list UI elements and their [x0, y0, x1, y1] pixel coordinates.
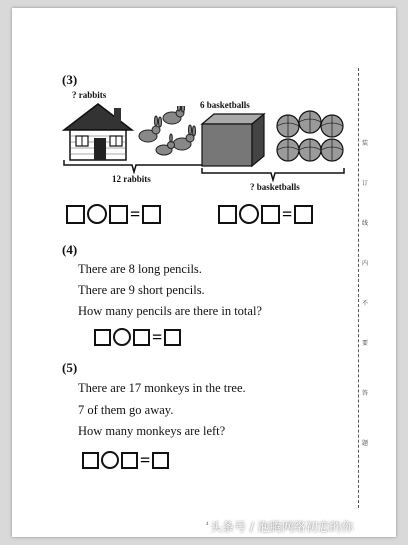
margin-char: 装 — [362, 141, 369, 147]
problem-5-line-1: There are 17 monkeys in the tree. — [78, 381, 246, 395]
answer-box[interactable] — [142, 205, 161, 224]
answer-box[interactable] — [133, 329, 150, 346]
rabbits-icon — [134, 106, 202, 158]
operator-circle[interactable] — [87, 204, 107, 224]
answer-box[interactable] — [218, 205, 237, 224]
margin-char: 内 — [362, 261, 369, 267]
section-5-number: (5) — [62, 360, 78, 375]
answer-box[interactable] — [294, 205, 313, 224]
equation-pencils — [94, 328, 181, 346]
section-4-number: (4) — [62, 242, 78, 257]
basketballs-icon — [274, 108, 350, 168]
page-number: 4 — [206, 522, 209, 527]
margin-char: 线 — [362, 221, 369, 227]
answer-box[interactable] — [94, 329, 111, 346]
problem-4-line-2: There are 9 short pencils. — [78, 283, 205, 297]
answer-box[interactable] — [152, 452, 169, 469]
margin-char: 订 — [362, 181, 369, 187]
total-rabbits-label: 12 rabbits — [112, 174, 151, 184]
problem-5-line-2: 7 of them go away. — [78, 403, 174, 417]
margin-char: 题 — [362, 441, 369, 447]
problem-4-line-1: There are 8 long pencils. — [78, 262, 202, 276]
equation-rabbits — [66, 204, 161, 224]
equation-basketballs — [218, 204, 313, 224]
basketballs-brace — [200, 168, 346, 182]
operator-circle[interactable] — [113, 328, 131, 346]
equals-sign: = — [130, 203, 141, 224]
worksheet-page — [12, 8, 396, 537]
answer-box[interactable] — [164, 329, 181, 346]
answer-box[interactable] — [121, 452, 138, 469]
equals-sign: = — [140, 449, 151, 470]
section-3-number: (3) — [62, 72, 78, 87]
binding-line — [358, 68, 359, 508]
operator-circle[interactable] — [101, 451, 119, 469]
answer-box[interactable] — [109, 205, 128, 224]
equation-monkeys — [82, 451, 169, 469]
known-basketballs-label: 6 basketballs — [200, 100, 250, 110]
margin-char: 不 — [362, 301, 369, 307]
answer-box[interactable] — [261, 205, 280, 224]
problem-5-line-3: How many monkeys are left? — [78, 424, 226, 438]
box-icon — [200, 112, 268, 168]
total-basketballs-label: ? basketballs — [250, 182, 300, 192]
unknown-rabbits-label: ? rabbits — [72, 90, 107, 100]
watermark: 头条号 / 泡腾网络初恋的你 — [210, 520, 354, 534]
equals-sign: = — [152, 326, 163, 347]
operator-circle[interactable] — [239, 204, 259, 224]
problem-4-line-3: How many pencils are there in total? — [78, 304, 262, 318]
margin-char: 答 — [362, 391, 369, 397]
margin-char: 要 — [362, 341, 369, 347]
house-icon — [58, 100, 138, 162]
answer-box[interactable] — [66, 205, 85, 224]
rabbits-brace — [62, 160, 206, 174]
equals-sign: = — [282, 203, 293, 224]
answer-box[interactable] — [82, 452, 99, 469]
